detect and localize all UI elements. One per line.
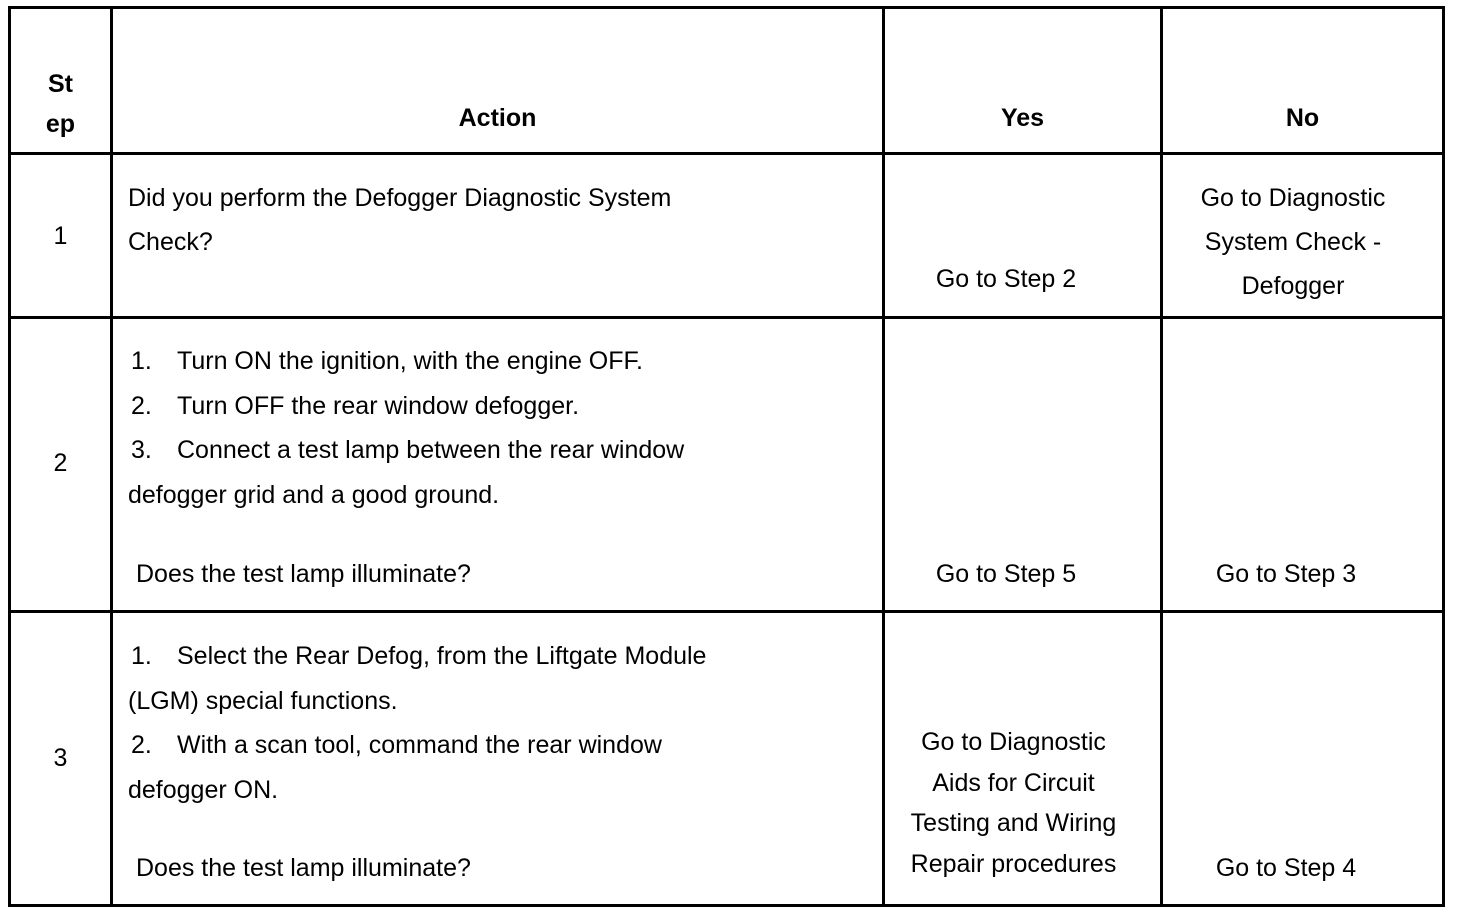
row2-item-3-text: Connect a test lamp between the rear window [177,436,685,464]
row2-question: Does the test lamp illuminate? [136,560,471,588]
header-step-line1: St [48,70,73,98]
header-step [11,64,110,144]
row2-item-3 [128,428,684,473]
row3-question: Does the test lamp illuminate? [136,854,471,882]
row3-yes-line4: Repair procedures [910,849,1117,878]
row3-yes-line3: Testing and Wiring [910,809,1117,837]
row1-no [1163,176,1423,308]
row3-item-2 [128,723,706,768]
row3-item-1 [128,634,706,679]
row2-item-1-text: Turn ON the ignition, with the engine OFF. [177,347,643,375]
row-divider-1 [8,316,1445,319]
row1-action [128,176,671,264]
row3-item-2-text: With a scan tool, command the rear window [177,731,662,759]
header-step-line2: ep [45,110,76,138]
step-number-1: 1 [53,222,68,250]
row1-no-line2: System Check - [1204,228,1382,256]
row3-yes-line2: Aids for Circuit [932,768,1095,797]
row2-item-2-num: 2. [131,391,152,420]
header-no: No [1285,104,1320,132]
row3-item-2-num: 2. [131,731,152,759]
row1-no-line3: Defogger [1241,272,1345,300]
col-divider-step [110,6,113,907]
row1-yes: Go to Step 2 [935,265,1077,293]
row3-action [128,634,706,812]
row3-item-1-text: Select the Rear Defog, from the Liftgate Module [177,642,707,670]
step-number-3: 3 [53,744,68,772]
col-divider-yes [1160,6,1163,907]
row1-no-line1: Go to Diagnostic [1200,184,1386,212]
row2-item-1-num: 1. [131,347,152,375]
row3-item-2-continued: defogger ON. [128,775,279,804]
row2-no: Go to Step 3 [1215,560,1357,588]
row-divider-2 [8,610,1445,613]
table-border-top [8,6,1445,9]
table-border-bottom [8,904,1445,907]
row3-yes-line1: Go to Diagnostic [921,728,1106,756]
row2-item-3-num: 3. [131,436,152,464]
table-border-right [1442,6,1445,907]
row2-yes: Go to Step 5 [935,560,1077,588]
row3-no: Go to Step 4 [1215,854,1357,882]
header-action: Action [458,104,537,132]
row2-item-2 [128,384,684,429]
header-yes: Yes [1000,104,1045,132]
row3-item-1-continued: (LGM) special functions. [128,686,398,715]
step-number-2: 2 [53,449,68,477]
row1-action-line1: Did you perform the Defogger Diagnostic System [128,184,672,212]
row2-item-2-text: Turn OFF the rear window defogger. [177,391,580,420]
row2-item-3-continued: defogger grid and a good ground. [128,480,500,509]
row3-item-1-num: 1. [131,642,152,670]
header-divider [8,152,1445,155]
row2-action [128,339,684,517]
row2-item-1 [128,339,684,384]
row3-yes [885,722,1142,884]
row1-action-line2: Check? [128,228,213,256]
